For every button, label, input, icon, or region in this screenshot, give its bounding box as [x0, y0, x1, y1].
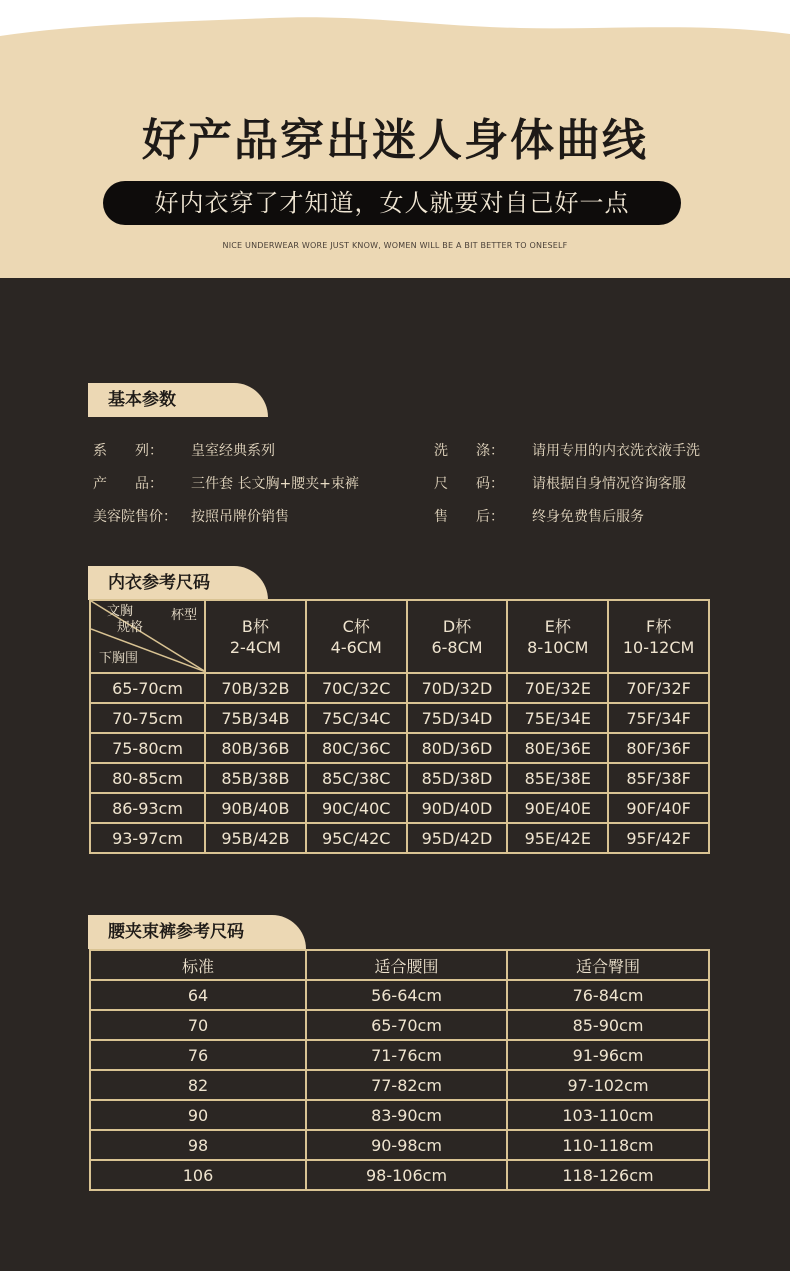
param-value: 终身免费售后服务 — [532, 509, 644, 525]
param-row — [434, 506, 644, 526]
size-cell: 80E/36E — [507, 733, 608, 763]
param-row — [93, 506, 289, 526]
standard-cell: 106 — [90, 1160, 306, 1190]
size-cell: 80C/36C — [306, 733, 407, 763]
size-cell: 85E/38E — [507, 763, 608, 793]
param-label: 洗 涤： — [434, 443, 504, 459]
header-waist: 适合腰围 — [306, 950, 507, 980]
param-row — [93, 473, 359, 493]
size-cell: 95B/42B — [205, 823, 306, 853]
hip-cell: 91-96cm — [507, 1040, 709, 1070]
cup-header — [306, 600, 407, 673]
cup-name: B杯 — [241, 616, 269, 636]
param-label: 系 列： — [93, 443, 163, 459]
size-cell: 75F/34F — [608, 703, 709, 733]
param-value: 按照吊牌价销售 — [191, 509, 289, 525]
param-label: 产 品： — [93, 476, 163, 492]
cup-name: E杯 — [544, 616, 571, 636]
standard-cell: 76 — [90, 1040, 306, 1070]
band-cell: 86-93cm — [90, 793, 205, 823]
waist-cell: 71-76cm — [306, 1040, 507, 1070]
size-cell: 70E/32E — [507, 673, 608, 703]
param-value: 请根据自身情况咨询客服 — [532, 476, 686, 492]
param-value: 三件套 长文胸+腰夹+束裤 — [191, 476, 359, 492]
header-banner — [0, 0, 790, 278]
table-row — [90, 823, 709, 853]
basic-params-heading: 基本参数 — [88, 383, 268, 417]
cup-name: D杯 — [442, 616, 472, 636]
waist-cell: 98-106cm — [306, 1160, 507, 1190]
size-cell: 90C/40C — [306, 793, 407, 823]
cup-header — [507, 600, 608, 673]
band-cell: 70-75cm — [90, 703, 205, 733]
size-cell: 75C/34C — [306, 703, 407, 733]
table-row — [90, 1040, 709, 1070]
size-cell: 75E/34E — [507, 703, 608, 733]
table-row — [90, 763, 709, 793]
waist-header-row — [90, 950, 709, 980]
corner-label-underbust: 下胸围 — [99, 651, 139, 666]
param-row — [93, 440, 275, 460]
header-hip: 适合臀围 — [507, 950, 709, 980]
subtitle-pill: 好内衣穿了才知道，女人就要对自己好一点 — [103, 181, 681, 225]
cup-range: 4-6CM — [330, 637, 382, 657]
bra-size-heading: 内衣参考尺码 — [88, 566, 268, 600]
page-title: 好产品穿出迷人身体曲线 — [142, 115, 648, 166]
size-cell: 75B/34B — [205, 703, 306, 733]
cup-header — [608, 600, 709, 673]
waist-cell: 65-70cm — [306, 1010, 507, 1040]
cup-range: 8-10CM — [527, 637, 589, 657]
size-cell: 70F/32F — [608, 673, 709, 703]
hip-cell: 76-84cm — [507, 980, 709, 1010]
corner-label-spec: 规格 — [117, 620, 144, 635]
cup-header — [407, 600, 508, 673]
size-cell: 70B/32B — [205, 673, 306, 703]
standard-cell: 64 — [90, 980, 306, 1010]
param-row — [434, 440, 700, 460]
table-row — [90, 703, 709, 733]
size-cell: 80D/36D — [407, 733, 508, 763]
table-row — [90, 733, 709, 763]
size-cell: 90E/40E — [507, 793, 608, 823]
hip-cell: 103-110cm — [507, 1100, 709, 1130]
band-cell: 80-85cm — [90, 763, 205, 793]
waist-cell: 77-82cm — [306, 1070, 507, 1100]
wave-decoration — [0, 0, 790, 60]
cup-header — [205, 600, 306, 673]
table-row — [90, 793, 709, 823]
standard-cell: 98 — [90, 1130, 306, 1160]
corner-label-cup: 杯型 — [171, 608, 198, 623]
size-cell: 95F/42F — [608, 823, 709, 853]
param-value: 请用专用的内衣洗衣液手洗 — [532, 443, 700, 459]
table-row — [90, 980, 709, 1010]
waist-cell: 56-64cm — [306, 980, 507, 1010]
english-tagline: NICE UNDERWEAR WORE JUST KNOW, WOMEN WILL BE A BIT BETTER TO ONESELF — [222, 241, 568, 250]
table-row — [90, 673, 709, 703]
size-cell: 75D/34D — [407, 703, 508, 733]
size-cell: 90B/40B — [205, 793, 306, 823]
waist-size-table — [89, 949, 710, 1191]
hip-cell: 85-90cm — [507, 1010, 709, 1040]
table-row — [90, 1130, 709, 1160]
size-cell: 85D/38D — [407, 763, 508, 793]
size-cell: 70C/32C — [306, 673, 407, 703]
band-cell: 65-70cm — [90, 673, 205, 703]
param-label: 美容院售价： — [93, 509, 177, 525]
hip-cell: 110-118cm — [507, 1130, 709, 1160]
band-cell: 75-80cm — [90, 733, 205, 763]
param-row — [434, 473, 686, 493]
cup-range: 10-12CM — [622, 637, 695, 657]
size-cell: 80B/36B — [205, 733, 306, 763]
standard-cell: 90 — [90, 1100, 306, 1130]
table-row — [90, 1160, 709, 1190]
size-cell: 95C/42C — [306, 823, 407, 853]
band-cell: 93-97cm — [90, 823, 205, 853]
waist-size-heading: 腰夹束裤参考尺码 — [88, 915, 306, 949]
cup-name: C杯 — [342, 616, 370, 636]
table-row — [90, 1100, 709, 1130]
param-label: 售 后： — [434, 509, 504, 525]
cup-range: 6-8CM — [431, 637, 483, 657]
size-cell: 95D/42D — [407, 823, 508, 853]
cup-name: F杯 — [645, 616, 672, 636]
size-cell: 80F/36F — [608, 733, 709, 763]
size-cell: 90D/40D — [407, 793, 508, 823]
standard-cell: 82 — [90, 1070, 306, 1100]
size-cell: 85F/38F — [608, 763, 709, 793]
param-value: 皇室经典系列 — [191, 443, 275, 459]
param-label: 尺 码： — [434, 476, 504, 492]
size-cell: 70D/32D — [407, 673, 508, 703]
header-standard: 标准 — [90, 950, 306, 980]
hip-cell: 97-102cm — [507, 1070, 709, 1100]
size-cell: 85B/38B — [205, 763, 306, 793]
standard-cell: 70 — [90, 1010, 306, 1040]
size-cell: 95E/42E — [507, 823, 608, 853]
bra-corner-cell — [90, 600, 205, 673]
cup-range: 2-4CM — [229, 637, 281, 657]
hip-cell: 118-126cm — [507, 1160, 709, 1190]
table-row — [90, 1010, 709, 1040]
size-cell: 85C/38C — [306, 763, 407, 793]
corner-label-bra: 文胸 — [107, 604, 134, 619]
waist-cell: 90-98cm — [306, 1130, 507, 1160]
size-cell: 90F/40F — [608, 793, 709, 823]
waist-cell: 83-90cm — [306, 1100, 507, 1130]
bra-size-table — [89, 599, 710, 854]
bra-header-row — [90, 600, 709, 673]
table-row — [90, 1070, 709, 1100]
